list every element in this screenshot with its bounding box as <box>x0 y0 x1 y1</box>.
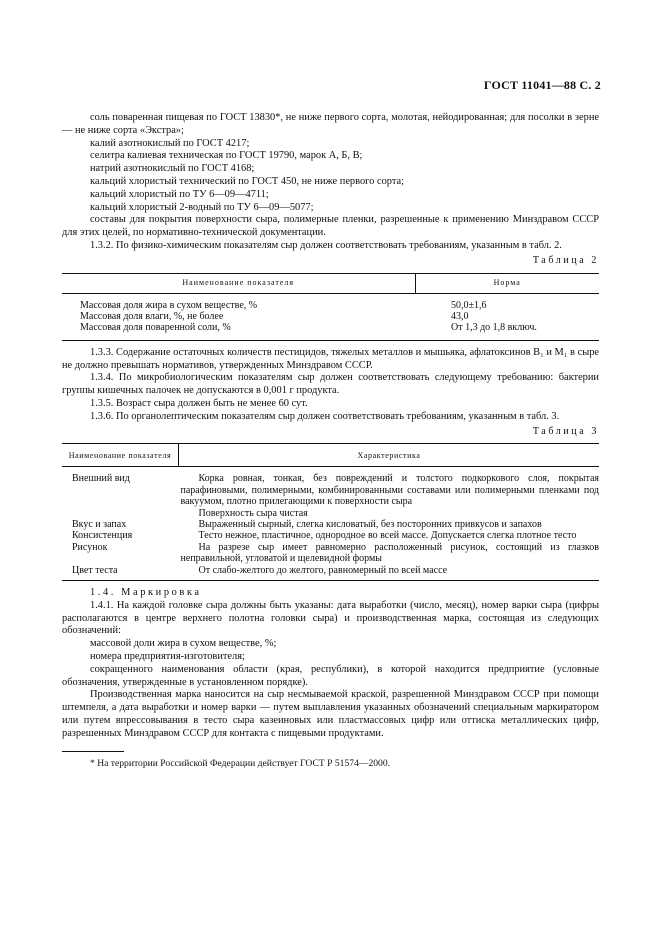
table-row <box>62 467 599 508</box>
table-cell: На разрезе сыр имеет равномерно расположенный рисунок, состоящий из глазков неправильной, угловатой и щелевидной формы <box>180 541 599 565</box>
table-cell: Консистенция <box>72 530 133 542</box>
page-header: ГОСТ 11041—88 С. 2 <box>483 78 601 92</box>
table2-header-norm: Норма <box>415 273 599 293</box>
list-item: натрий азотнокислый по ГОСТ 4168; <box>90 163 255 175</box>
table-cell: От 1,3 до 1,8 включ. <box>415 322 599 340</box>
paragraph-production-mark: Производственная марка наносится на сыр несмываемой краской, разрешенной Минздравом СССР при помощи штемпеля, а дата выработки и номер варки — путем выплавления указанных обозначений специальным маркиратором или путем впрессовывания в тесто сыра казеиновых или пластмассовых цифр или оттиска металлических цифр, разрешенных Минздравом СССР для контакта с пищевыми продуктами. <box>62 689 599 739</box>
table-cell <box>62 508 179 519</box>
table3-caption: Таблица 3 <box>532 425 599 437</box>
table-cell: 43,0 <box>451 310 469 322</box>
paragraph-1-3-4: 1.3.4. По микробиологическим показателям сыр должен соответствовать следующему требованию: бактерии группы кишечных палочек не допускаются в 0,001 г продукта. <box>62 372 599 397</box>
table-cell: Тесто нежное, пластичное, однородное во всей массе. Допускается слегка плотное тесто <box>198 530 577 542</box>
list-item: кальций хлористый по ТУ 6—09—4711; <box>90 188 269 200</box>
table-cell: Массовая доля поваренной соли, % <box>62 322 415 340</box>
paragraph-1-3-2: 1.3.2. По физико-химическим показателям сыр должен соответствовать требованиям, указанным в табл. 2. <box>90 239 562 251</box>
list-item: номера предприятия-изготовителя; <box>90 651 245 662</box>
table-row <box>62 322 599 340</box>
table-cell: 50,0±1,6 <box>451 299 487 311</box>
list-item: кальций хлористый 2-водный по ТУ 6—09—5077; <box>90 201 314 213</box>
table-cell: Массовая доля влаги, %, не более <box>80 310 224 322</box>
page-content <box>62 112 599 770</box>
table3-header-name: Наименование показателя <box>62 444 179 467</box>
table-cell: Массовая доля жира в сухом веществе, % <box>80 299 258 311</box>
footnote-divider <box>62 751 124 752</box>
table-cell: Цвет теста <box>62 565 179 581</box>
table-row <box>62 519 599 530</box>
list-item: массовой доли жира в сухом веществе, %; <box>90 638 277 650</box>
table-row <box>62 311 599 322</box>
list-item: составы для покрытия поверхности сыра, полимерные пленки, разрешенные к применению Минздравом СССР для этих целей, по нормативно-технической документации. <box>62 214 599 239</box>
table-row <box>62 565 599 581</box>
paragraph-1-4-1: 1.4.1. На каждой головке сыра должны быть указаны: дата выработки (число, месяц), номер варки сыра (цифры располагаются в центре верхнего полотна головки сыра) и производственная марка, состоящая из следующих обозначений: <box>62 599 599 637</box>
paragraph-1-3-6: 1.3.6. По органолептическим показателям сыр должен соответствовать требованиям, указанным в табл. 3. <box>90 410 560 422</box>
table-cell: Внешний вид <box>72 473 130 485</box>
table2-header-name: Наименование показателя <box>62 273 415 293</box>
table-row <box>62 293 599 311</box>
paragraph-1-3-3: 1.3.3. Содержание остаточных количеств пестицидов, тяжелых металлов и мышьяка, афлатоксинов В₁ и М₁ в сыре не должно превышать нормативов, утвержденных Минздравом СССР. <box>62 346 599 371</box>
table-cell: Поверхность сыра чистая <box>198 507 308 519</box>
table-cell: Рисунок <box>72 541 108 553</box>
list-item: соль поваренная пищевая по ГОСТ 13830*, не ниже первого сорта, молотая, нейодированная; для посолки в зерне — не ниже сорта «Экстра»; <box>62 112 599 136</box>
footnote: * На территории Российской Федерации действует ГОСТ Р 51574—2000. <box>90 757 391 769</box>
table-row <box>62 530 599 541</box>
table-row <box>62 508 599 519</box>
list-item: калий азотнокислый по ГОСТ 4217; <box>90 137 250 149</box>
paragraph-1-3-5: 1.3.5. Возраст сыра должен быть не менее 60 сут. <box>90 397 308 409</box>
table-cell: Выраженный сырный, слегка кисловатый, без посторонних привкусов и запахов <box>198 518 542 530</box>
list-item: кальций хлористый технический по ГОСТ 450, не ниже первого сорта; <box>90 175 404 187</box>
table-3 <box>62 443 599 581</box>
list-item: сокращенного наименования области (края, республики), в которой находится предприятие (условные обозначения, утвержденные в установленном порядке). <box>62 663 599 688</box>
table-cell: Корка ровная, тонкая, без повреждений и толстого подкоркового слоя, покрытая парафиновыми, полимерными, комбинированными составами или полимерными пленками под вакуумом, плотно прилегающими к поверхности сыра <box>180 473 599 508</box>
table3-header-characteristic: Характеристика <box>179 444 600 467</box>
list-item: селитра калиевая техническая по ГОСТ 19790, марок А, Б, В; <box>90 150 363 162</box>
table-2 <box>62 273 599 341</box>
table-row <box>62 542 599 565</box>
table-cell: От слабо-желтого до желтого, равномерный по всей массе <box>198 564 448 576</box>
section-heading-1-4: 1.4. Маркировка <box>90 587 202 599</box>
table2-caption: Таблица 2 <box>532 254 599 266</box>
table-cell: Вкус и запах <box>72 518 127 530</box>
